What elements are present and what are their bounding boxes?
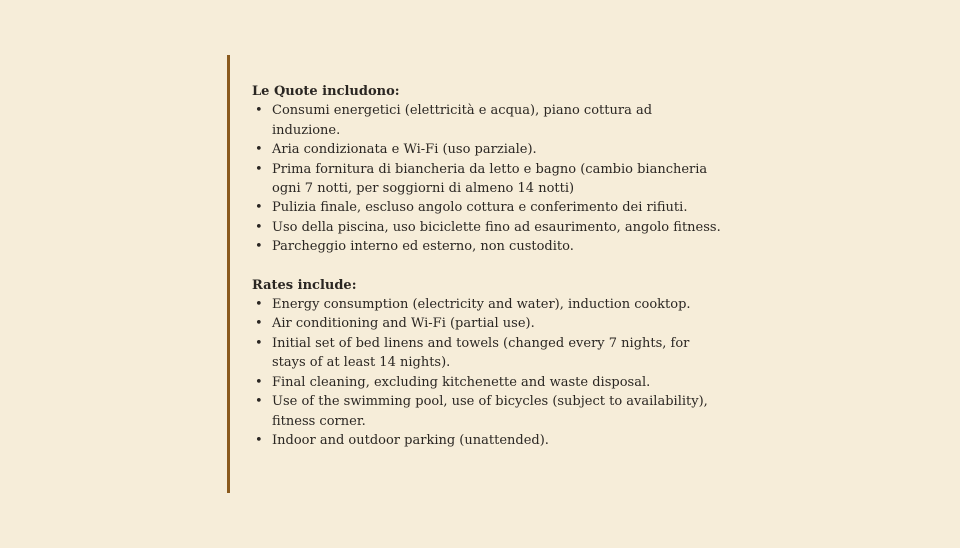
bullet-icon: • — [255, 200, 263, 216]
bullet-icon: • — [255, 219, 263, 235]
rates-content — [252, 82, 722, 450]
list-item-text: Uso della piscina, uso biciclette fino ad esaurimento, angolo fitness. — [272, 219, 721, 235]
list-item-text: Consumi energetici (elettricità e acqua), piano cottura ad induzione. — [272, 103, 653, 138]
list-item — [252, 160, 722, 199]
list-item — [252, 392, 722, 431]
list-item-text: Prima fornitura di biancheria da letto e bagno (cambio biancheria ogni 7 notti, per soggiorni di almeno 14 notti) — [272, 161, 708, 197]
list-item-text: Initial set of bed linens and towels (changed every 7 nights, for stays of at least 14 nights). — [272, 335, 690, 371]
list-item — [252, 373, 722, 392]
bullet-icon: • — [255, 316, 263, 332]
list-item — [252, 295, 722, 314]
bullet-icon: • — [255, 239, 263, 255]
list-item-text: Pulizia finale, escluso angolo cottura e conferimento dei rifiuti. — [272, 200, 688, 216]
bullet-icon: • — [255, 335, 263, 351]
section-title-italian: Le Quote includono: — [252, 84, 400, 99]
list-item-text: Final cleaning, excluding kitchenette and waste disposal. — [272, 374, 651, 390]
list-item-text: Air conditioning and Wi-Fi (partial use). — [272, 316, 535, 332]
list-item — [252, 334, 722, 373]
list-item — [252, 314, 722, 333]
bullet-icon: • — [255, 394, 263, 410]
bullet-icon: • — [255, 297, 263, 313]
list-item-text: Use of the swimming pool, use of bicycles (subject to availability), fitness corner. — [272, 394, 708, 429]
bullet-icon: • — [255, 432, 263, 448]
bullet-icon: • — [255, 161, 263, 177]
list-item-text: Indoor and outdoor parking (unattended). — [272, 432, 549, 448]
section-title-english: Rates include: — [252, 277, 357, 293]
list-english — [252, 295, 722, 450]
list-item-text: Aria condizionata e Wi-Fi (uso parziale). — [272, 142, 537, 158]
bullet-icon: • — [255, 142, 263, 158]
list-item — [252, 140, 722, 159]
bullet-icon: • — [255, 103, 263, 119]
list-item — [252, 431, 722, 450]
list-item — [252, 237, 722, 256]
bullet-icon: • — [255, 374, 263, 390]
list-item — [252, 198, 722, 217]
list-item — [252, 101, 722, 140]
section-italian — [252, 82, 722, 257]
list-item — [252, 218, 722, 237]
list-item-text: Energy consumption (electricity and water), induction cooktop. — [272, 297, 691, 313]
section-english — [252, 276, 722, 451]
accent-bar — [227, 55, 230, 493]
list-italian — [252, 101, 722, 256]
list-item-text: Parcheggio interno ed esterno, non custodito. — [272, 239, 574, 255]
